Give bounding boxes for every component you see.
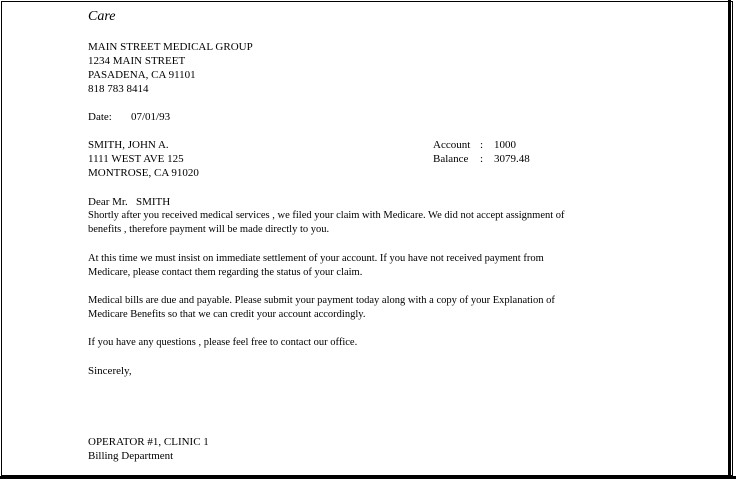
- signature-department: Billing Department: [88, 450, 174, 462]
- paragraph-line: Medicare Benefits so that we can credit your account accordingly.: [88, 309, 366, 320]
- paragraph-line: Medical bills are due and payable. Please submit your payment today along with a copy of your Explanation of: [88, 295, 555, 306]
- paragraph-line: Medicare, please contact them regarding the status of your claim.: [88, 267, 363, 278]
- sender-city: PASADENA, CA 91101: [88, 69, 196, 81]
- sender-street: 1234 MAIN STREET: [88, 55, 186, 67]
- recipient-name: SMITH, JOHN A.: [88, 139, 169, 151]
- recipient-city: MONTROSE, CA 91020: [88, 167, 199, 179]
- sender-phone: 818 783 8414: [88, 83, 149, 95]
- signature-operator: OPERATOR #1, CLINIC 1: [88, 436, 209, 448]
- balance-label: Balance: [433, 153, 469, 165]
- closing: Sincerely,: [88, 365, 132, 377]
- account-value: 1000: [494, 139, 516, 151]
- page-edge-right: [728, 0, 731, 479]
- balance-separator: :: [480, 153, 484, 165]
- date-value: 07/01/93: [131, 111, 171, 123]
- date-label: Date:: [88, 111, 112, 123]
- letter-title: Care: [88, 9, 116, 24]
- salutation: Dear Mr. SMITH: [88, 196, 171, 208]
- paragraph-line: Shortly after you received medical services , we filed your claim with Medicare. We did not accept assignment of: [88, 210, 565, 221]
- balance-value: 3079.48: [494, 153, 530, 165]
- recipient-street: 1111 WEST AVE 125: [88, 153, 184, 165]
- paragraph-line: benefits , therefore payment will be made directly to you.: [88, 224, 330, 235]
- account-label: Account: [433, 139, 471, 151]
- sender-name: MAIN STREET MEDICAL GROUP: [88, 41, 253, 53]
- paragraph-4: If you have any questions , please feel free to contact our office.: [88, 337, 358, 348]
- account-separator: :: [480, 139, 484, 151]
- paragraph-line: At this time we must insist on immediate settlement of your account. If you have not received payment from: [88, 253, 544, 264]
